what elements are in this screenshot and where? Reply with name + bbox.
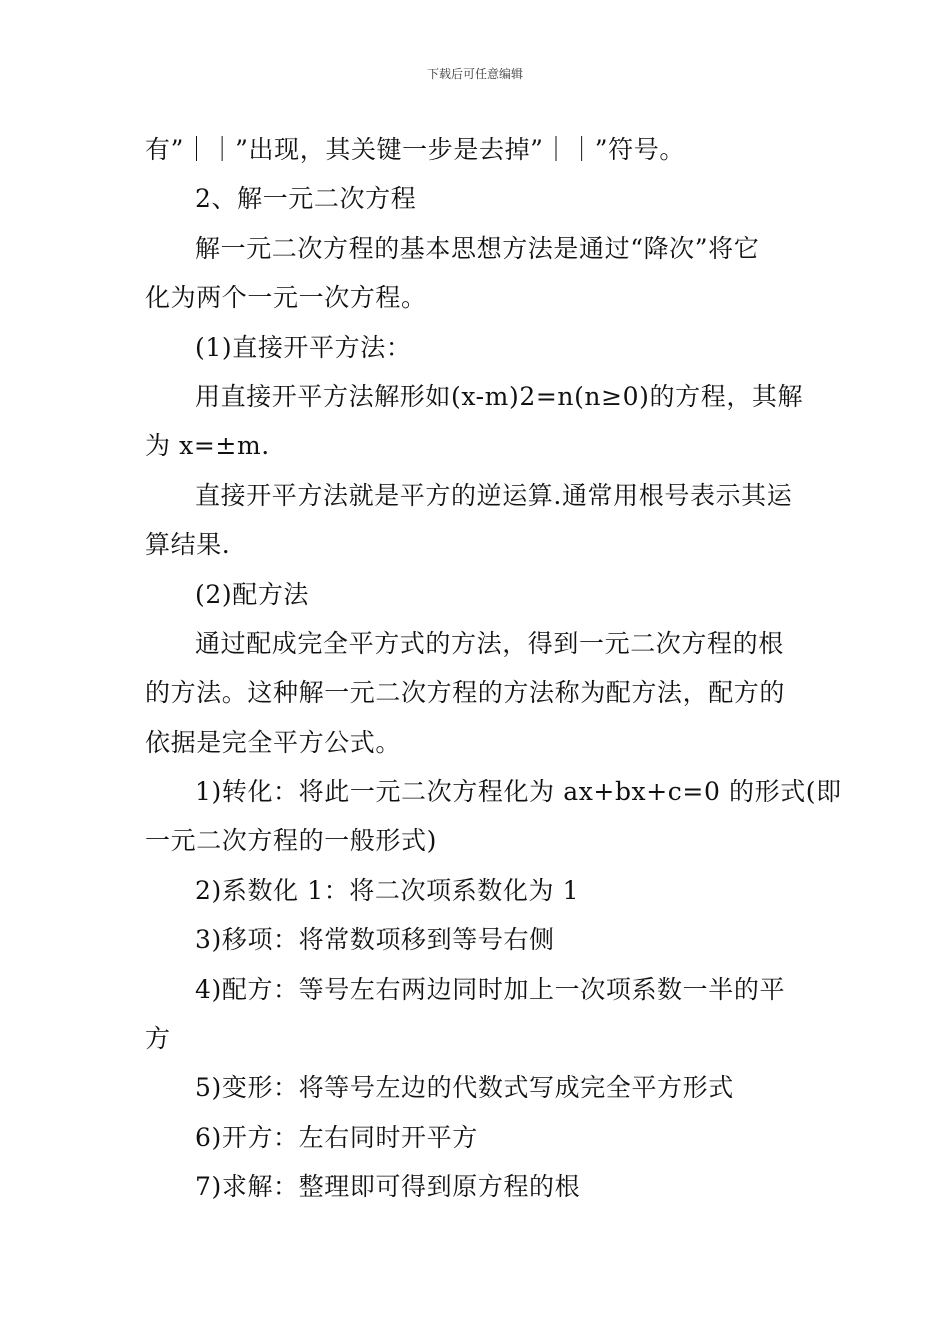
paragraph-line: 5)变形：将等号左边的代数式写成完全平方形式 bbox=[195, 1073, 734, 1103]
paragraph-line: (2)配方法 bbox=[195, 579, 310, 609]
paragraph-line: 的方法。这种解一元二次方程的方法称为配方法，配方的 bbox=[145, 678, 786, 708]
paragraph-line: 算结果. bbox=[145, 530, 231, 560]
paragraph-line: 7)求解：整理即可得到原方程的根 bbox=[195, 1172, 581, 1202]
paragraph-line: 通过配成完全平方式的方法，得到一元二次方程的根 bbox=[195, 628, 784, 658]
paragraph-line: 一元二次方程的一般形式) bbox=[145, 826, 437, 856]
paragraph-line: 1)转化：将此一元二次方程化为 ax+bx+c=0 的形式(即 bbox=[195, 777, 842, 807]
paragraph-line: (1)直接开平方法： bbox=[195, 332, 412, 362]
document-body bbox=[145, 125, 842, 1212]
paragraph-line: 依据是完全平方公式。 bbox=[145, 727, 402, 757]
paragraph-line: 直接开平方法就是平方的逆运算.通常用根号表示其运 bbox=[195, 480, 793, 510]
paragraph-line: 4)配方：等号左右两边同时加上一次项系数一半的平 bbox=[195, 974, 786, 1004]
page-header: 下载后可任意编辑 bbox=[426, 67, 523, 81]
paragraph-line: 6)开方：左右同时开平方 bbox=[195, 1122, 478, 1152]
paragraph-line: 化为两个一元一次方程。 bbox=[145, 283, 427, 313]
paragraph-line: 有”｜｜”出现，其关键一步是去掉”｜｜”符号。 bbox=[145, 135, 685, 164]
paragraph-line: 解一元二次方程的基本思想方法是通过“降次”将它 bbox=[195, 233, 760, 263]
paragraph-line: 2)系数化 1：将二次项系数化为 1 bbox=[195, 875, 580, 905]
paragraph-line: 用直接开平方法解形如(x-m)2=n(n≥0)的方程，其解 bbox=[195, 381, 804, 411]
paragraph-line: 2、解一元二次方程 bbox=[195, 184, 417, 214]
paragraph-line: 3)移项：将常数项移到等号右侧 bbox=[195, 925, 555, 955]
paragraph-line: 为 x=±m. bbox=[145, 431, 270, 461]
paragraph-line: 方 bbox=[145, 1024, 171, 1054]
